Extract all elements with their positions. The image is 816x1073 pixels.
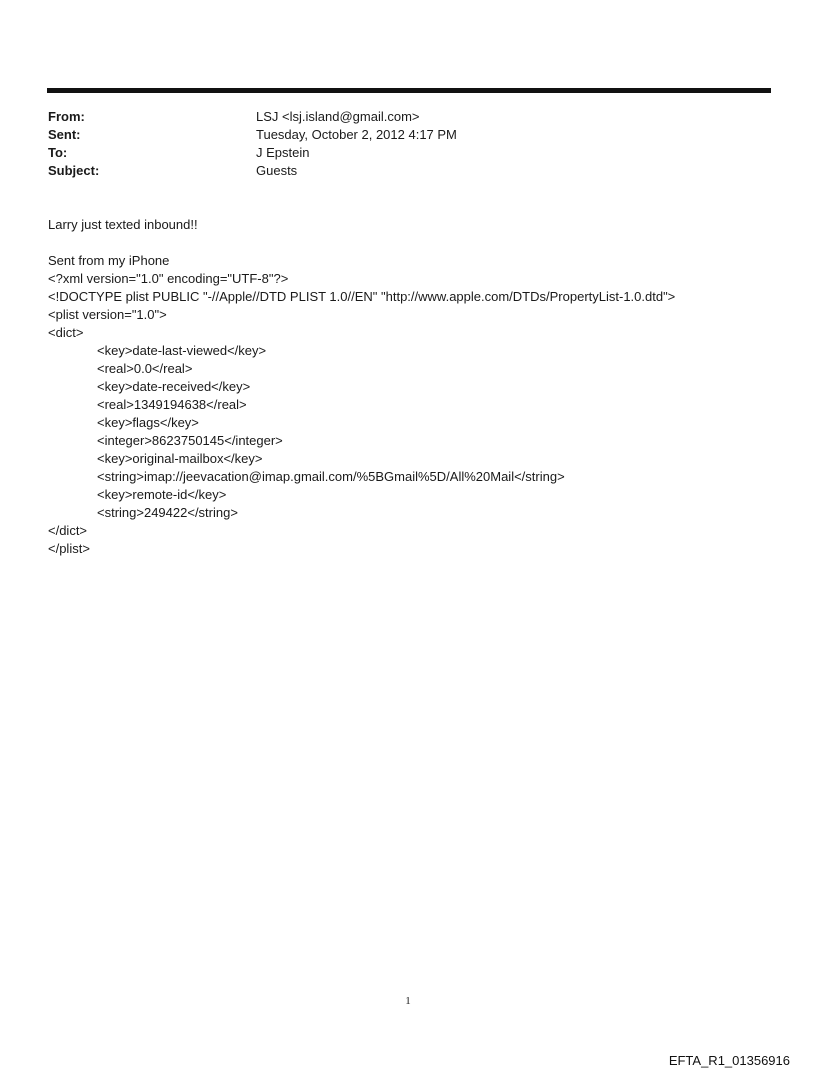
to-value: J Epstein [256,145,310,160]
header-divider [47,88,771,93]
plist-block [48,270,788,558]
plist-line: <key>flags</key> [97,415,199,430]
plist-line: <key>original-mailbox</key> [97,451,263,466]
plist-line: </dict> [48,523,88,538]
spacer [48,234,788,252]
plist-line: <real>1349194638</real> [97,397,247,412]
subject-row [48,162,457,180]
from-row [48,108,457,126]
plist-line: <string>imap://jeevacation@imap.gmail.com/%5BGmail%5D/All%20Mail</string> [97,469,565,484]
email-body [48,216,788,558]
email-header [48,108,457,180]
plist-line: <string>249422</string> [97,505,238,520]
subject-value: Guests [256,163,298,178]
to-label: To: [48,145,68,160]
plist-line: <integer>8623750145</integer> [97,433,283,448]
bates-number: EFTA_R1_01356916 [668,1053,790,1068]
sent-label: Sent: [48,127,81,142]
plist-line: </plist> [48,541,90,556]
plist-line: <dict> [48,325,84,340]
plist-line: <key>date-received</key> [97,379,251,394]
from-label: From: [48,109,85,124]
page-number: 1 [405,995,411,1007]
plist-line: <real>0.0</real> [97,361,193,376]
sent-row [48,126,457,144]
plist-line: <!DOCTYPE plist PUBLIC "-//Apple//DTD PLIST 1.0//EN" "http://www.apple.com/DTDs/PropertyList-1.0.dtd"> [48,289,676,304]
signature-text: Sent from my iPhone [48,253,170,268]
sent-value: Tuesday, October 2, 2012 4:17 PM [256,127,457,142]
plist-line: <plist version="1.0"> [48,307,167,322]
subject-label: Subject: [48,163,100,178]
from-value: LSJ <lsj.island@gmail.com> [256,109,420,124]
plist-line: <key>date-last-viewed</key> [97,343,267,358]
message-text: Larry just texted inbound!! [48,217,198,232]
plist-line: <?xml version="1.0" encoding="UTF-8"?> [48,271,289,286]
to-row [48,144,457,162]
plist-line: <key>remote-id</key> [97,487,227,502]
